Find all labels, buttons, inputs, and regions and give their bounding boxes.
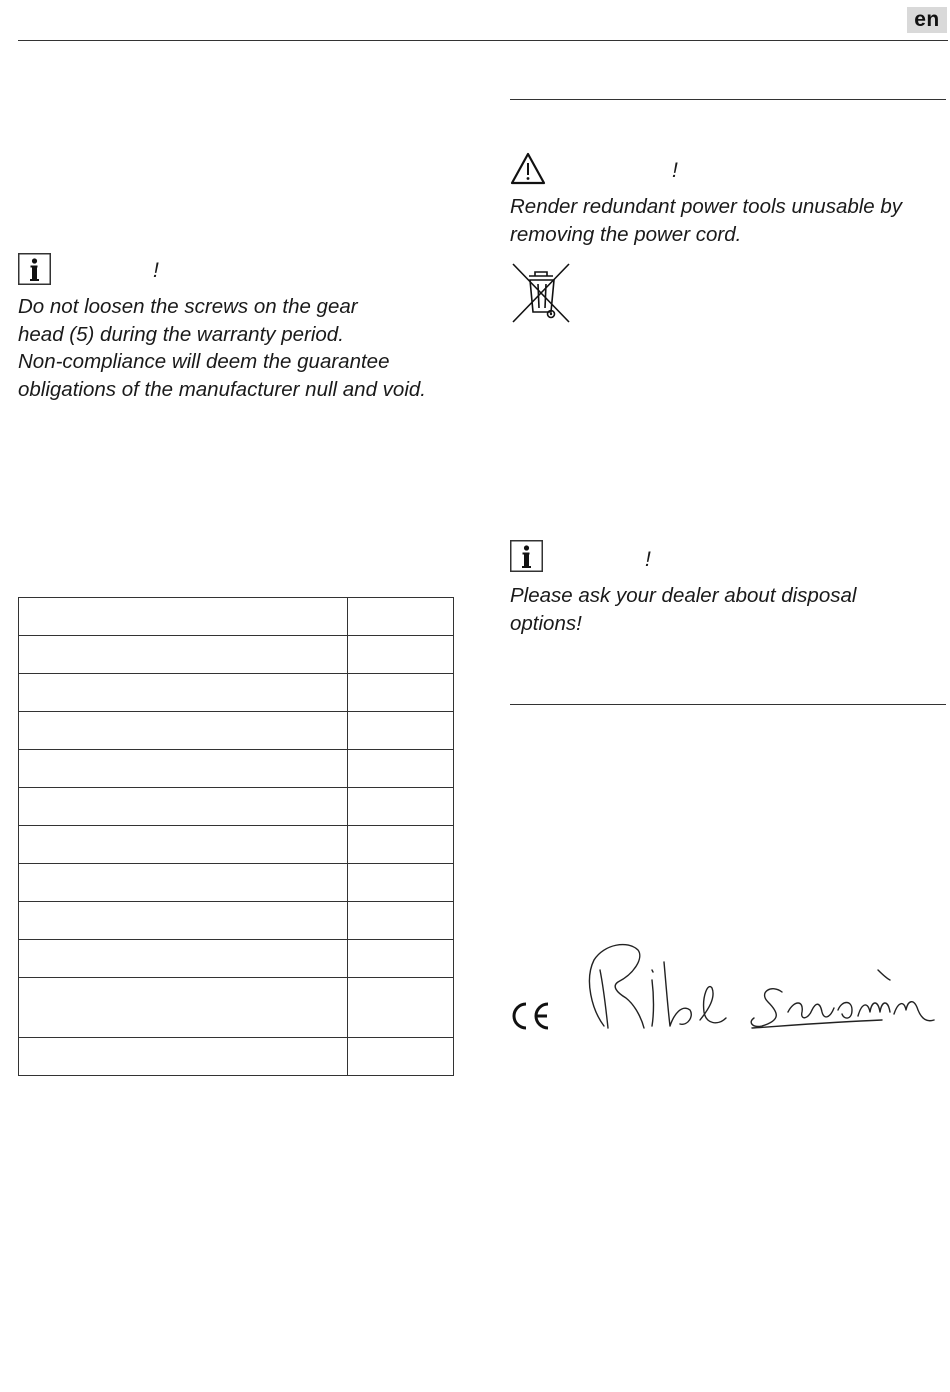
table-cell [19, 902, 348, 940]
table-cell [348, 978, 454, 1038]
notice-line: Please ask your dealer about disposal [510, 584, 857, 607]
table-row [19, 712, 454, 750]
table-row [19, 788, 454, 826]
table-cell [19, 636, 348, 674]
info-icon [510, 540, 543, 572]
warning-text [510, 193, 946, 248]
section-divider-bottom [510, 704, 946, 705]
table-row [19, 674, 454, 712]
warning-line: removing the power cord. [510, 222, 742, 246]
table-cell [348, 674, 454, 712]
warning-triangle-icon [510, 152, 546, 186]
left-notice-text [18, 293, 468, 403]
warning-header [510, 152, 710, 186]
table-cell [19, 750, 348, 788]
ce-mark-icon [510, 1000, 552, 1032]
table-cell [19, 1038, 348, 1076]
notice-exclamation: ! [153, 259, 159, 282]
table-row [19, 750, 454, 788]
table-cell [348, 598, 454, 636]
section-divider-top [510, 99, 946, 100]
table-row [19, 598, 454, 636]
warning-line: Render redundant power tools unusable by [510, 195, 903, 218]
spec-table [18, 597, 454, 1076]
notice-line: Non-compliance will deem the guarantee [18, 350, 390, 373]
notice-exclamation: ! [645, 548, 651, 571]
table-cell [348, 826, 454, 864]
table-cell [19, 788, 348, 826]
table-cell [348, 788, 454, 826]
table-cell [19, 940, 348, 978]
table-cell [19, 712, 348, 750]
table-row [19, 940, 454, 978]
table-cell [348, 1038, 454, 1076]
table-cell [348, 940, 454, 978]
table-row [19, 864, 454, 902]
header-divider [18, 40, 948, 41]
notice-line: head (5) during the warranty period. [18, 322, 344, 346]
language-badge: en [907, 7, 947, 33]
table-row [19, 902, 454, 940]
right-notice-header [510, 540, 710, 574]
left-notice-header [18, 253, 218, 287]
table-cell [348, 712, 454, 750]
table-row [19, 636, 454, 674]
notice-line: Do not loosen the screws on the gear [18, 295, 358, 318]
table-cell [19, 864, 348, 902]
table-cell [348, 902, 454, 940]
table-row [19, 978, 454, 1038]
table-cell [19, 598, 348, 636]
table-cell [19, 674, 348, 712]
notice-line: options! [510, 611, 582, 635]
table-cell [348, 636, 454, 674]
info-icon [18, 253, 51, 285]
table-row [19, 826, 454, 864]
warning-exclamation: ! [672, 159, 678, 182]
table-cell [348, 750, 454, 788]
table-cell [348, 864, 454, 902]
crossed-out-wheelie-bin-icon [511, 262, 571, 324]
right-notice-text [510, 582, 946, 637]
table-cell [19, 978, 348, 1038]
table-cell [19, 826, 348, 864]
table-row [19, 1038, 454, 1076]
notice-line: obligations of the manufacturer null and void. [18, 377, 426, 401]
signature [582, 940, 944, 1036]
